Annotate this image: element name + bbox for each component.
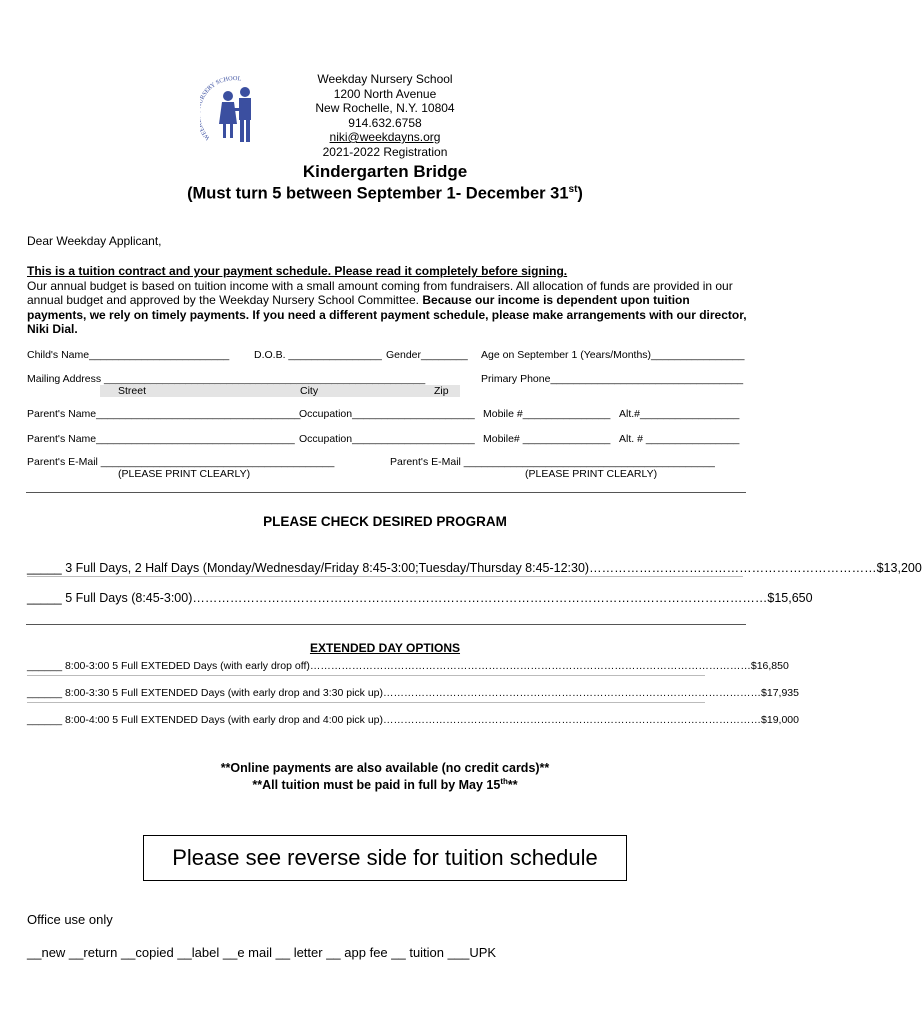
- gender-field[interactable]: Gender________: [386, 349, 468, 361]
- city-label: City: [300, 385, 319, 397]
- budget-text: Our annual budget is based on tuition income with a small amount coming from fundraisers. All allocation of funds are provided in our annual budget and approved by the Weekday Nursery School Committee.: [27, 278, 733, 308]
- extended-heading: EXTENDED DAY OPTIONS: [309, 641, 461, 655]
- parent1-name-field[interactable]: Parent's Name___________________________________: [27, 408, 301, 420]
- school-phone: 914.632.6758: [348, 115, 422, 130]
- school-address: 1200 North Avenue: [333, 86, 437, 101]
- option-price: $15,650: [767, 591, 813, 605]
- extended-option-400[interactable]: [27, 714, 799, 726]
- address-subfield-bar: [100, 385, 460, 397]
- extended-option-330[interactable]: [27, 687, 799, 699]
- section-divider: [26, 624, 746, 625]
- parent1-occupation-field[interactable]: Occupation_____________________: [299, 408, 475, 420]
- option-label: ______ 8:00-3:00 5 Full EXTEDED Days (with early drop off): [27, 660, 310, 672]
- option-price: $13,200: [876, 561, 922, 575]
- school-logo: [200, 68, 266, 158]
- page-title: Kindergarten Bridge: [302, 162, 468, 181]
- mailing-address-field[interactable]: Mailing Address _______________________________________________________: [27, 373, 426, 385]
- parent2-occupation-field[interactable]: Occupation_____________________: [299, 433, 475, 445]
- zip-label: Zip: [434, 385, 449, 397]
- leader-dots: ………………………………………………………………………………………………: [383, 714, 762, 726]
- leader-dots: …………………………………………………………………………………………………………………………: [192, 591, 768, 605]
- logo-text: WE SERY SCHOOL: [200, 75, 242, 142]
- page-subtitle: (Must turn 5 between September 1- December 31st): [187, 184, 583, 203]
- option-price: $17,935: [761, 687, 799, 699]
- age-field[interactable]: Age on September 1 (Years/Months)________________: [481, 349, 745, 361]
- school-city: New Rochelle, N.Y. 10804: [315, 101, 455, 115]
- extended-option-300[interactable]: [27, 660, 789, 672]
- parent1-email-field[interactable]: Parent's E-Mail ________________________________________: [27, 456, 335, 468]
- greeting: Dear Weekday Applicant,: [27, 234, 162, 248]
- option-price: $16,850: [750, 660, 789, 672]
- row-divider: [27, 576, 743, 577]
- office-use-label: Office use only: [27, 912, 113, 927]
- option-label: _____ 3 Full Days, 2 Half Days (Monday/Wednesday/Friday 8:45-3:00;Tuesday/Thursday 8:45-12:30): [27, 561, 590, 575]
- leader-dots: ……………………………………………………………: [589, 561, 877, 575]
- parent2-alt-field[interactable]: Alt. # ________________: [619, 433, 740, 445]
- letter-body: [27, 264, 747, 337]
- parent2-email-field[interactable]: Parent's E-Mail ___________________________________________: [390, 456, 715, 468]
- parent1-mobile-field[interactable]: Mobile #_______________: [483, 408, 611, 420]
- row-divider: [27, 675, 705, 676]
- primary-phone-field[interactable]: Primary Phone_________________________________: [481, 373, 744, 385]
- pay-in-full-note: **All tuition must be paid in full by May 15th**: [252, 777, 518, 793]
- option-price: $19,000: [761, 714, 799, 726]
- school-header: [270, 72, 500, 159]
- contract-notice: This is a tuition contract and your payment schedule. Please read it completely before signing.: [27, 264, 568, 278]
- office-checklist: __new __return __copied __label __e mail __ letter __ app fee __ tuition ___UPK: [27, 945, 497, 960]
- option-label: ______ 8:00-3:30 5 Full EXTENDED Days (with early drop and 3:30 pick up): [27, 687, 384, 699]
- school-name: Weekday Nursery School: [317, 72, 453, 86]
- leader-dots: ………………………………………………………………………………………………: [383, 687, 762, 699]
- program-heading: PLEASE CHECK DESIRED PROGRAM: [263, 514, 507, 529]
- option-label: ______ 8:00-4:00 5 Full EXTENDED Days (with early drop and 4:00 pick up): [27, 714, 384, 726]
- section-divider: [26, 492, 746, 493]
- print-clearly-note: (PLEASE PRINT CLEARLY): [525, 468, 658, 480]
- payment-notice: Because our income is dependent upon tuition payments, we rely on timely payments. If you need a different payment schedule, please make arrangements with our director, Niki Dial.: [27, 293, 747, 337]
- program-option-3full-2half[interactable]: [27, 561, 922, 575]
- school-email-link[interactable]: niki@weekdayns.org: [329, 130, 441, 144]
- online-payments-note: **Online payments are also available (no credit cards)**: [220, 761, 550, 775]
- option-label: _____ 5 Full Days (8:45-3:00): [27, 591, 193, 605]
- dob-field[interactable]: D.O.B. ________________: [254, 349, 382, 361]
- print-clearly-note: (PLEASE PRINT CLEARLY): [118, 468, 251, 480]
- reverse-side-note: Please see reverse side for tuition schedule: [143, 835, 627, 881]
- leader-dots: ………………………………………………………………………………………………………………: [309, 660, 751, 672]
- parent2-name-field[interactable]: Parent's Name__________________________________: [27, 433, 295, 445]
- parent1-alt-field[interactable]: Alt.#_________________: [619, 408, 740, 420]
- registration-year: 2021-2022 Registration: [322, 144, 448, 159]
- program-option-5full[interactable]: [27, 591, 813, 605]
- street-label: Street: [118, 385, 147, 397]
- child-name-field[interactable]: Child's Name________________________: [27, 349, 230, 361]
- parent2-mobile-field[interactable]: Mobile# _______________: [483, 433, 611, 445]
- row-divider: [27, 702, 705, 703]
